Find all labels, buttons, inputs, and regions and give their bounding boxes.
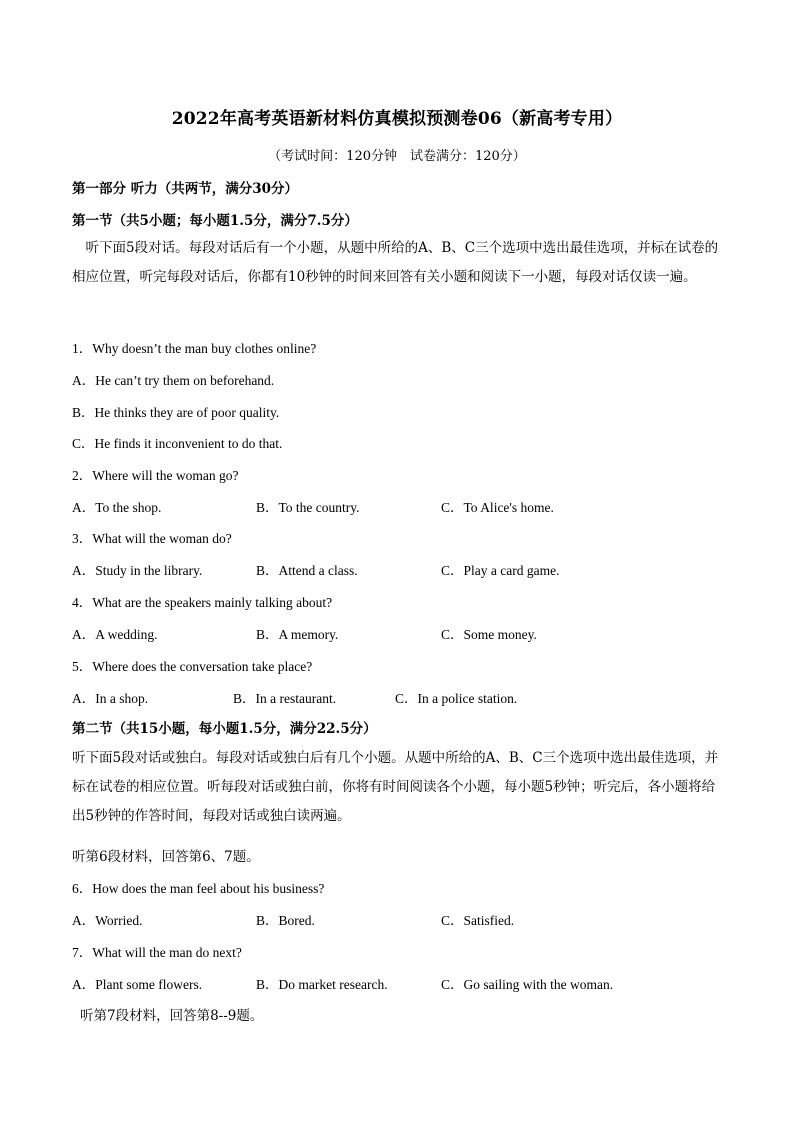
question-4-option-a: A．A wedding.	[72, 627, 158, 642]
question-2-stem: 2．Where will the woman go?	[72, 468, 239, 483]
question-4-option-b: B．A memory.	[256, 627, 339, 642]
part1-heading: 第一部分 听力（共两节，满分30分）	[72, 181, 298, 197]
section2-instructions: 听下面5段对话或独白。每段对话或独白后有几个小题。从题中所给的A、B、C三个选项中选出最佳选项，并标在试卷的相应位置。听每段对话或独白前，你将有时间阅读各个小题，每小题5秒钟；听完后，各小题将给出5秒钟的作答时间，每段对话或独白读两遍。	[72, 750, 719, 824]
question-6-option-c: C．Satisfied.	[441, 913, 515, 928]
question-5-option-c: C．In a police station.	[395, 691, 518, 706]
question-2-option-a: A．To the shop.	[72, 500, 162, 515]
question-7-option-a: A．Plant some flowers.	[72, 977, 203, 992]
question-1-option-c: C．He finds it inconvenient to do that.	[72, 436, 283, 451]
question-2-option-c: C．To Alice's home.	[441, 500, 554, 515]
question-3-option-b: B．Attend a class.	[256, 563, 358, 578]
question-6-option-a: A．Worried.	[72, 913, 143, 928]
question-7-option-c: C．Go sailing with the woman.	[441, 977, 614, 992]
question-6-stem: 6．How does the man feel about his business?	[72, 881, 325, 896]
question-5-option-a: A．In a shop.	[72, 691, 149, 706]
section1-heading: 第一节（共5小题；每小题1.5分，满分7.5分）	[72, 213, 358, 229]
question-1-stem: 1．Why doesn’t the man buy clothes online?	[72, 341, 317, 356]
question-3-stem: 3．What will the woman do?	[72, 531, 232, 546]
section2-heading: 第二节（共15小题，每小题1.5分，满分22.5分）	[72, 721, 377, 737]
question-4-option-c: C．Some money.	[441, 627, 537, 642]
question-1-option-b: B．He thinks they are of poor quality.	[72, 405, 280, 420]
question-3-option-a: A．Study in the library.	[72, 563, 203, 578]
question-5-option-b: B．In a restaurant.	[233, 691, 337, 706]
question-6-option-b: B．Bored.	[256, 913, 315, 928]
material-7-note: 听第7段材料，回答第8--9题。	[80, 1008, 264, 1024]
question-7-stem: 7．What will the man do next?	[72, 945, 242, 960]
question-3-option-c: C．Play a card game.	[441, 563, 560, 578]
question-1-option-a: A．He can’t try them on beforehand.	[72, 373, 275, 388]
exam-info: （考试时间：120分钟 试卷满分：120分）	[268, 149, 526, 164]
question-7-option-b: B．Do market research.	[256, 977, 388, 992]
question-5-stem: 5．Where does the conversation take place?	[72, 659, 313, 674]
question-2-option-b: B．To the country.	[256, 500, 360, 515]
section1-instructions: 听下面5段对话。每段对话后有一个小题，从题中所给的A、B、C三个选项中选出最佳选项，并标在试卷的相应位置，听完每段对话后，你都有10秒钟的时间来回答有关小题和阅读下一小题，每段对话仅读一遍。	[72, 240, 719, 285]
page-title: 2022年高考英语新材料仿真模拟预测卷06（新高考专用）	[171, 109, 623, 129]
question-4-stem: 4．What are the speakers mainly talking about?	[72, 595, 333, 610]
material-6-note: 听第6段材料，回答第6、7题。	[72, 849, 260, 865]
